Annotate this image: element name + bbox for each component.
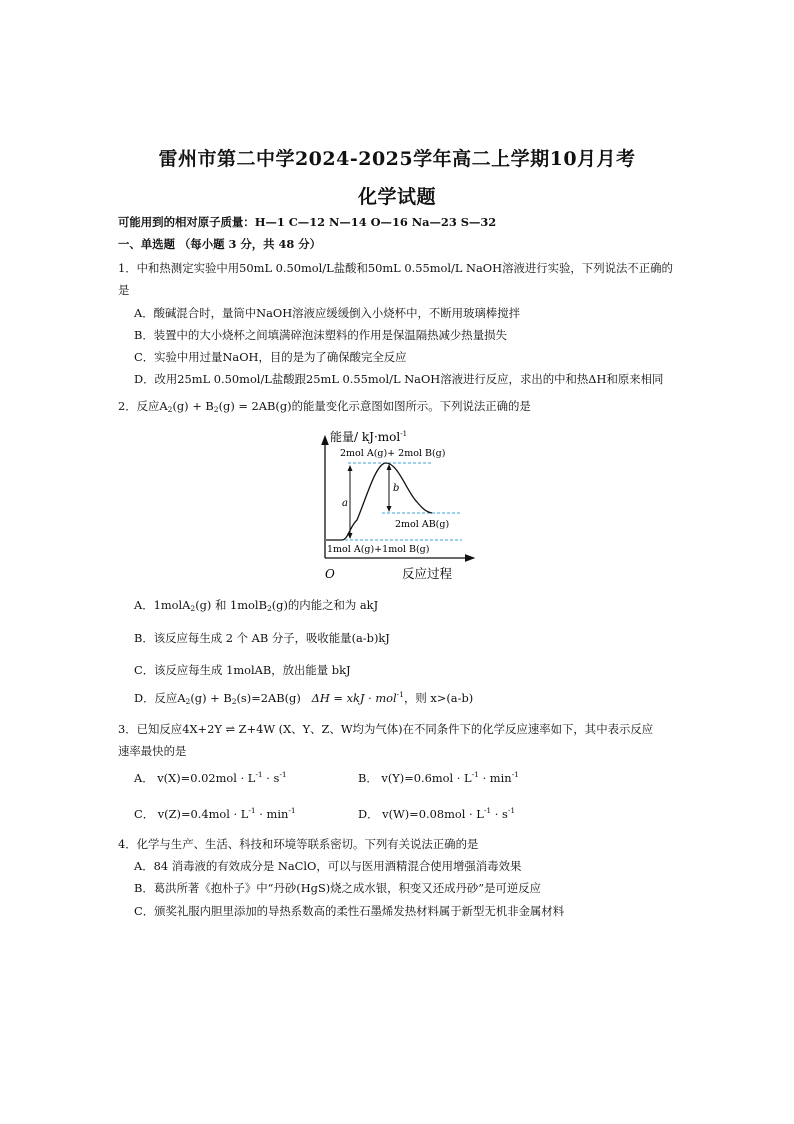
q1-option-a: A．酸碱混合时，量筒中NaOH溶液应缓缓倒入小烧杯中，不断用玻璃棒搅拌 [134, 306, 520, 320]
q2-stem [118, 398, 531, 414]
q3-stem-line2: 速率最快的是 [118, 744, 187, 758]
q3-option-a: A． $v(X)=0.02mol \cdot L^{-1} \cdot s^{-1}$ [134, 770, 287, 785]
q1-option-c: C．实验中用过量NaOH，目的是为了确保酸完全反应 [134, 350, 407, 364]
q3-option-c: C． $v(Z)=0.4mol \cdot L^{-1} \cdot \min^{-1}$ [134, 806, 296, 821]
q1-stem-line1: 1．中和热测定实验中用50mL 0.50mol/L盐酸和50mL 0.55mol/L NaOH溶液进行实验，下列说法不正确的 [118, 261, 673, 275]
q3-stem-line1: 3．已知反应4X+2Y ⇌ Z+4W (X、Y、Z、W均为气体)在不同条件下的化学反应速率如下，其中表示反应 [118, 722, 654, 736]
q2-option-d: D．反应$A_2(g) + B_2(s)=2AB(g)$ ΔH = xkJ · mol$^{-1}$，则 x>(a-b) [134, 690, 474, 706]
y-axis-label: 能量/ kJ·mol$^{-1}$ [330, 430, 408, 444]
q2-a2: A [159, 399, 168, 413]
q2-a2-sub: 2 [167, 405, 173, 414]
label-reactants-level: 1mol A(g)+1mol B(g) [327, 544, 430, 555]
q2-option-b: B．该反应每生成 2 个 AB 分子，吸收能量(a-b)kJ [134, 631, 390, 645]
q1-stem-line2: 是 [118, 283, 130, 297]
origin-label: O [325, 567, 335, 581]
q2-b2-sub: 2 [213, 405, 219, 414]
q4-stem: 4．化学与生产、生活、科技和环境等联系密切。下列有关说法正确的是 [118, 837, 479, 851]
label-top-level: 2mol A(g)+ 2mol B(g) [340, 448, 446, 459]
q2-eq: = 2AB [234, 399, 276, 413]
q3-option-d: D． $v(W)=0.08mol \cdot L^{-1} \cdot s^{-1}$ [358, 806, 516, 821]
q2-stem-tail: 的能量变化示意图如图所示。下列说法正确的是 [291, 399, 531, 413]
q4-option-c: C．颁奖礼服内胆里添加的导热系数高的柔性石墨烯发热材料属于新型无机非金属材料 [134, 904, 565, 918]
label-b: b [393, 483, 400, 494]
q2-b2: B [205, 399, 214, 413]
q2-option-a: A．1molA$_2$(g) 和 1molB$_2$(g)的内能之和为 akJ [134, 598, 379, 613]
energy-diagram [312, 420, 482, 586]
label-a: a [342, 498, 348, 509]
q2-num: 2．反应 [118, 399, 160, 413]
q2-option-c: C．该反应每生成 1molAB，放出能量 bkJ [134, 663, 351, 677]
q4-option-a: A．84 消毒液的有效成分是 NaClO，可以与医用酒精混合使用增强消毒效果 [134, 859, 522, 873]
exam-title: 雷州市第二中学2024-2025学年高二上学期10月月考 [158, 148, 636, 170]
q2-ab-state: (g) [275, 399, 292, 413]
exam-subtitle: 化学试题 [357, 186, 436, 208]
q2-plus: + [188, 399, 206, 413]
q1-option-d: D．改用25mL 0.50mol/L盐酸跟25mL 0.55mol/L NaOH溶液进行反应，求出的中和热ΔH和原来相同 [134, 372, 664, 386]
q2-a2-state: (g) [172, 399, 189, 413]
q2-b2-state: (g) [218, 399, 235, 413]
atomic-masses: 可能用到的相对原子质量：H—1 C—12 N—14 O—16 Na—23 S—32 [118, 215, 497, 229]
x-axis-label: 反应过程 [402, 566, 453, 581]
label-products-level: 2mol AB(g) [395, 519, 450, 530]
q4-option-b: B．葛洪所著《抱朴子》中“丹砂(HgS)烧之成水银，积变又还成丹砂”是可逆反应 [134, 881, 542, 895]
q3-option-b: B． $v(Y)=0.6mol \cdot L^{-1} \cdot \min^{-1}$ [358, 770, 519, 785]
section-single-choice: 一、单选题 （每小题 3 分，共 48 分） [118, 237, 322, 251]
q1-option-b: B．装置中的大小烧杯之间填满碎泡沫塑料的作用是保温隔热减少热量损失 [134, 328, 507, 342]
